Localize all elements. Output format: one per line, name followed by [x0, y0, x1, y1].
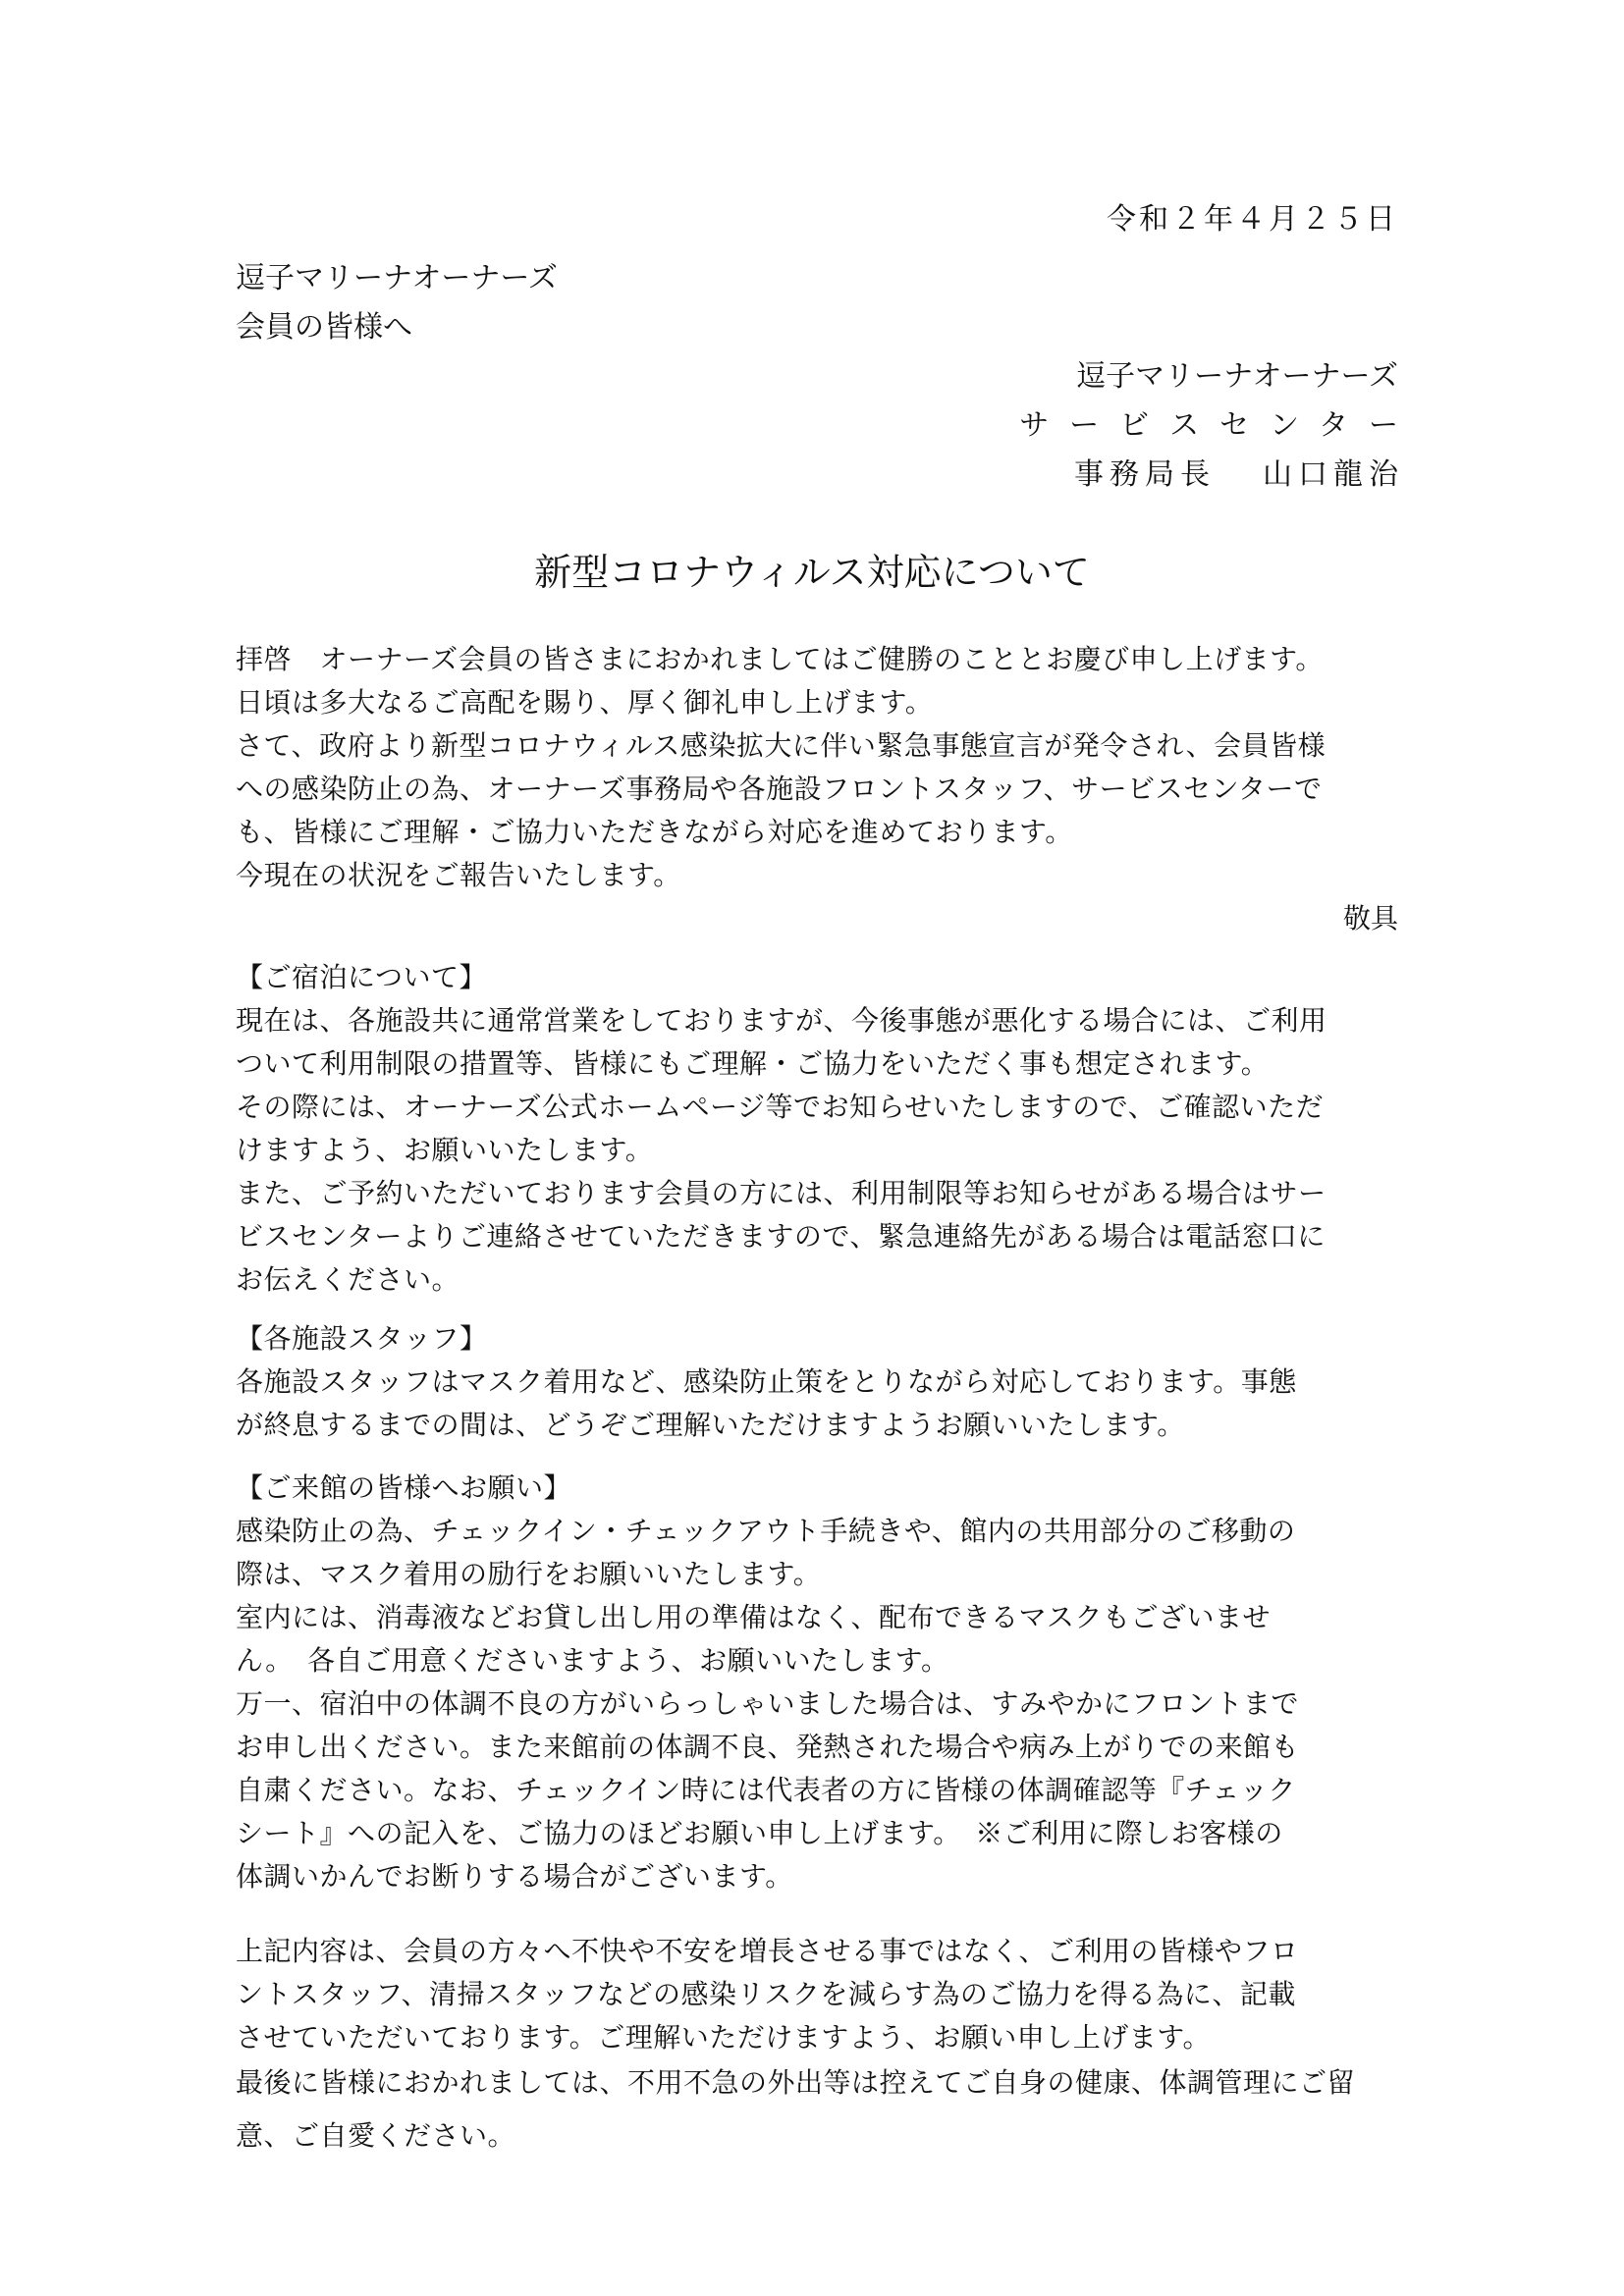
intro-line: 拝啓 オーナーズ会員の皆さまにおかれましてはご健勝のこととお慶び申し上げます。 [236, 643, 1324, 675]
section-heading-stay: 【ご宿泊について】 [236, 961, 487, 993]
sender-org: 逗子マリーナオーナーズ [1076, 359, 1398, 394]
section-line: ついて利用制限の措置等、皆様にもご理解・ご協力をいただく事も想定されます。 [236, 1047, 1270, 1080]
section-line: 体調いかんでお断りする場合がございます。 [236, 1860, 793, 1893]
section-line: 自粛ください。なお、チェックイン時には代表者の方に皆様の体調確認等『チェック [236, 1774, 1296, 1806]
final-line: させていただいております。ご理解いただけますよう、お願い申し上げます。 [236, 2021, 1212, 2054]
sender-dept [1019, 400, 1419, 444]
sender-dept-text: サービスセンター [1019, 408, 1419, 443]
sender-name-line [1074, 450, 1404, 493]
intro-line: も、皆様にご理解・ご協力いただきながら対応を進めております。 [236, 816, 1073, 848]
section-line: が終息するまでの間は、どうぞご理解いただけますようお願いいたします。 [236, 1409, 1185, 1441]
section-line: 室内には、消毒液などお貸し出し用の準備はなく、配布できるマスクもございませ [236, 1601, 1271, 1633]
section-line: ビスセンターよりご連絡させていただきますので、緊急連絡先がある場合は電話窓口に [236, 1220, 1326, 1253]
document-title: 新型コロナウィルス対応について [534, 551, 1090, 594]
final-line: ントスタッフ、清掃スタッフなどの感染リスクを減らす為のご協力を得る為に、記載 [236, 1978, 1296, 2010]
section-line: 感染防止の為、チェックイン・チェックアウト手続きや、館内の共用部分のご移動の [236, 1515, 1296, 1547]
letter-date: 令和２年４月２５日 [1107, 202, 1398, 237]
recipient-org: 逗子マリーナオーナーズ [236, 261, 558, 295]
section-heading-visitors: 【ご来館の皆様へお願い】 [236, 1471, 572, 1504]
section-line: 際は、マスク着用の励行をお願いいたします。 [236, 1558, 822, 1590]
section-line: その際には、オーナーズ公式ホームページ等でお知らせいたしますので、ご確認いただ [236, 1091, 1325, 1123]
section-line: 万一、宿泊中の体調不良の方がいらっしゃいました場合は、すみやかにフロントまで [236, 1687, 1300, 1720]
intro-line: さて、政府より新型コロナウィルス感染拡大に伴い緊急事態宣言が発令され、会員皆様 [236, 729, 1326, 762]
section-line: 現在は、各施設共に通常営業をしておりますが、今後事態が悪化する場合には、ご利用 [236, 1004, 1327, 1037]
intro-line: への感染防止の為、オーナーズ事務局や各施設フロントスタッフ、サービスセンターで [236, 773, 1323, 805]
recipient-members: 会員の皆様へ [236, 310, 412, 345]
sender-name: 山口龍治 [1263, 457, 1404, 492]
intro-line: 日頃は多大なるご高配を賜り、厚く御礼申し上げます。 [236, 686, 934, 719]
closing-text: 敬具 [1342, 902, 1398, 934]
section-line: お申し出ください。また来館前の体調不良、発熱された場合や病み上がりでの来館も [236, 1731, 1300, 1763]
section-line: また、ご予約いただいております会員の方には、利用制限等お知らせがある場合はサー [236, 1177, 1326, 1209]
final-line: 最後に皆様におかれましては、不用不急の外出等は控えてご自身の健康、体調管理にご留 [236, 2066, 1356, 2099]
section-line: シート』への記入を、ご協力のほどお願い申し上げます。 ※ご利用に際しお客様の [236, 1817, 1283, 1849]
section-line: けますよう、お願いいたします。 [236, 1134, 654, 1166]
section-line: お伝えください。 [236, 1263, 460, 1296]
section-heading-staff: 【各施設スタッフ】 [236, 1322, 488, 1355]
final-line: 上記内容は、会員の方々へ不快や不安を増長させる事ではなく、ご利用の皆様やフロ [236, 1935, 1299, 1967]
section-line: ん。 各自ご用意くださいますよう、お願いいたします。 [236, 1644, 949, 1677]
section-line: 各施設スタッフはマスク着用など、感染防止策をとりながら対応しております。事態 [236, 1365, 1297, 1398]
final-line: 意、ご自愛ください。 [236, 2119, 516, 2152]
intro-line: 今現在の状況をご報告いたします。 [236, 859, 681, 891]
sender-title: 事務局長 [1074, 457, 1216, 492]
